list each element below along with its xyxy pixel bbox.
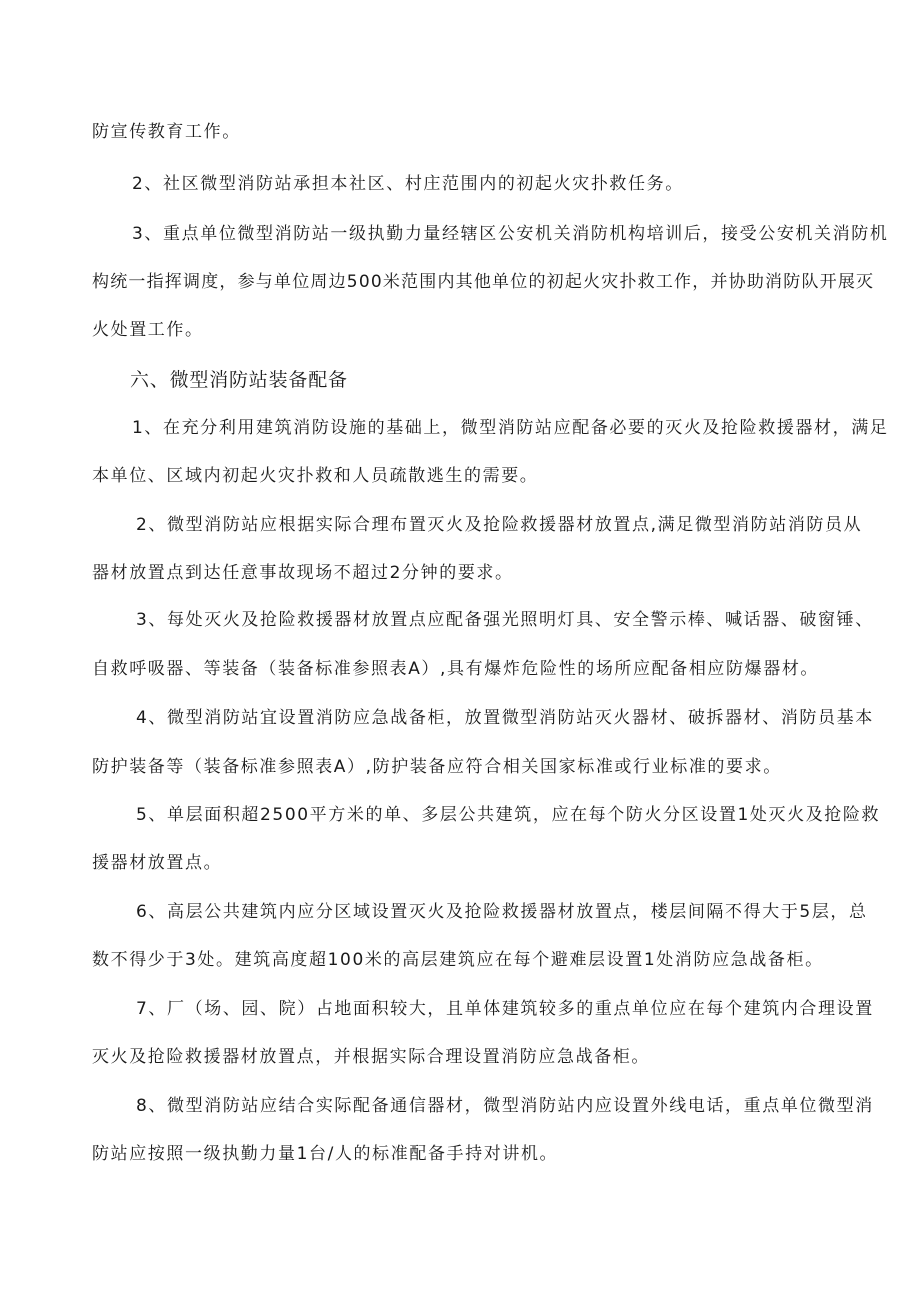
paragraph-line: 8、微型消防站应结合实际配备通信器材，微型消防站内应设置外线电话，重点单位微型消 (136, 1096, 874, 1116)
paragraph-line: 3、每处灭火及抢险救援器材放置点应配备强光照明灯具、安全警示棒、喊话器、破窗锤、 (136, 610, 874, 630)
paragraph-line: 援器材放置点。 (92, 853, 223, 873)
paragraph-line: 灭火及抢险救援器材放置点，并根据实际合理设置消防应急战备柜。 (92, 1047, 650, 1067)
paragraph-line: 防宣传教育工作。 (92, 122, 241, 142)
paragraph-line: 火处置工作。 (92, 320, 204, 340)
paragraph-line: 6、高层公共建筑内应分区域设置灭火及抢险救援器材放置点，楼层间隔不得大于5层，总 (136, 902, 868, 922)
paragraph-line: 3、重点单位微型消防站一级执勤力量经辖区公安机关消防机构培训后，接受公安机关消防机 (132, 224, 889, 244)
paragraph-line: 构统一指挥调度，参与单位周边500米范围内其他单位的初起火灾扑救工作，并协助消防队开展灭 (92, 272, 875, 292)
paragraph-line: 5、单层面积超2500平方米的单、多层公共建筑，应在每个防火分区设置1处灭火及抢险救 (136, 805, 881, 825)
section-heading: 六、微型消防站装备配备 (130, 369, 348, 391)
paragraph-line: 7、厂（场、园、院）占地面积较大，且单体建筑较多的重点单位应在每个建筑内合理设置 (136, 999, 874, 1019)
paragraph-line: 防护装备等（装备标准参照表A）,防护装备应符合相关国家标准或行业标准的要求。 (92, 757, 782, 777)
paragraph-line: 数不得少于3处。建筑高度超100米的高层建筑应在每个避难层设置1处消防应急战备柜。 (92, 950, 824, 970)
paragraph-line: 防站应按照一级执勤力量1台/人的标准配备手持对讲机。 (92, 1144, 559, 1164)
paragraph-line: 自救呼吸器、等装备（装备标准参照表A）,具有爆炸危险性的场所应配备相应防爆器材。 (92, 659, 820, 679)
paragraph-line: 2、社区微型消防站承担本社区、村庄范围内的初起火灾扑救任务。 (132, 174, 684, 194)
paragraph-line: 4、微型消防站宜设置消防应急战备柜，放置微型消防站灭火器材、破拆器材、消防员基本 (136, 708, 874, 728)
paragraph-line: 2、微型消防站应根据实际合理布置灭火及抢险救援器材放置点,满足微型消防站消防员从 (136, 515, 863, 535)
paragraph-line: 1、在充分利用建筑消防设施的基础上，微型消防站应配备必要的灭火及抢险救援器材，满足 (132, 418, 889, 438)
paragraph-line: 本单位、区域内初起火灾扑救和人员疏散逃生的需要。 (92, 466, 539, 486)
paragraph-line: 器材放置点到达任意事故现场不超过2分钟的要求。 (92, 563, 514, 583)
